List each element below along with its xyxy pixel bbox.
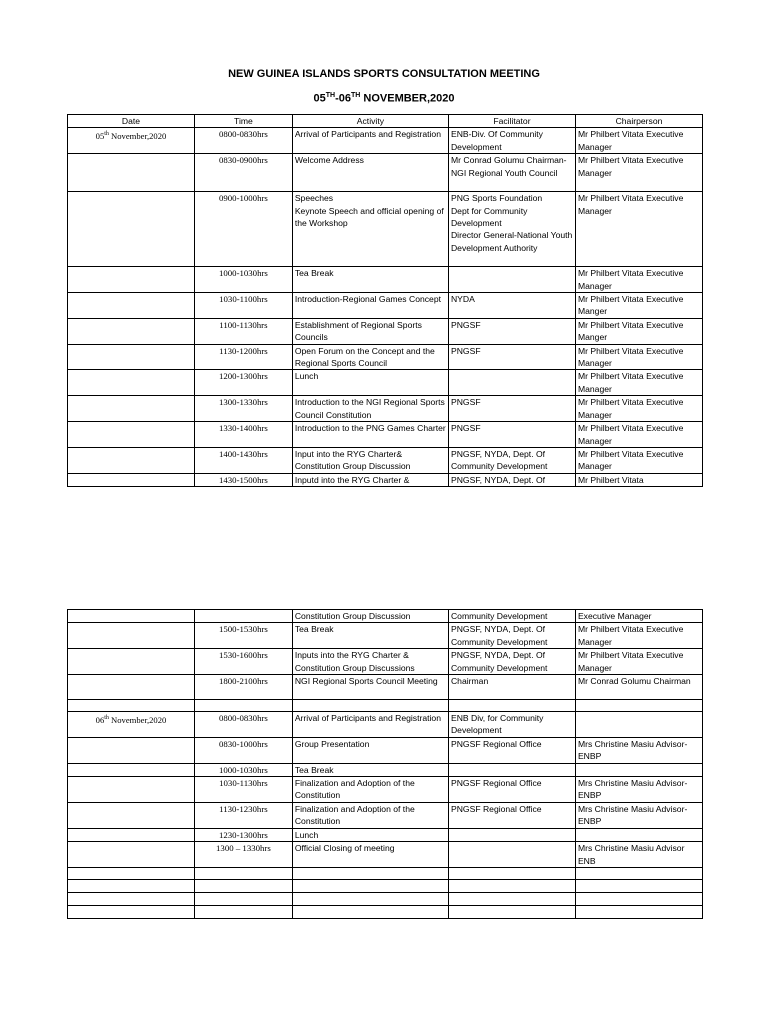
facilitator-cell: PNGSF Regional Office: [448, 737, 575, 763]
chairperson-cell: Mrs Christine Masiu Advisor-ENBP: [575, 777, 702, 803]
time-cell: 1000-1030hrs: [194, 763, 292, 776]
facilitator-cell: PNGSF: [448, 396, 575, 422]
chairperson-cell: Mr Conrad Golumu Chairman: [575, 675, 702, 700]
date-day: 05: [95, 131, 105, 142]
time-cell: 0900-1000hrs: [194, 192, 292, 267]
table-row: [68, 802, 703, 828]
chairperson-cell: Mr Philbert Vitata Executive Manager: [575, 649, 702, 675]
date-cell: [68, 649, 195, 675]
time-cell: [194, 867, 292, 879]
time-cell: 1330-1400hrs: [194, 422, 292, 448]
facilitator-cell: [448, 879, 575, 892]
facilitator-cell: [448, 370, 575, 396]
facilitator-cell: ENB Div, for Community Development: [448, 712, 575, 738]
table-row: [68, 649, 703, 675]
table-row: [68, 396, 703, 422]
table-row: [68, 344, 703, 370]
table-row: [68, 154, 703, 192]
facilitator-cell: ENB-Div. Of Community Development: [448, 128, 575, 154]
activity-cell: Finalization and Adoption of the Constitution: [292, 777, 448, 803]
date-cell: [68, 396, 195, 422]
table-row: [68, 712, 703, 738]
table-row: [68, 473, 703, 486]
chairperson-cell: Executive Manager: [575, 610, 702, 623]
activity-cell: Inputd into the RYG Charter &: [292, 473, 448, 486]
time-cell: 1430-1500hrs: [194, 473, 292, 486]
facilitator-cell: [448, 892, 575, 905]
date-ordinal: th: [104, 131, 109, 138]
time-cell: 1230-1300hrs: [194, 828, 292, 841]
activity-cell: Tea Break: [292, 267, 448, 293]
table-row: [68, 700, 703, 712]
date-cell: [68, 267, 195, 293]
date-cell: [68, 892, 195, 905]
activity-cell: Introduction-Regional Games Concept: [292, 293, 448, 319]
chairperson-cell: Mr Philbert Vitata Executive Manager: [575, 267, 702, 293]
facilitator-cell: PNGSF, NYDA, Dept. Of Community Development: [448, 623, 575, 649]
facilitator-cell: PNGSF, NYDA, Dept. Of Community Development: [448, 447, 575, 473]
activity-cell: Inputs into the RYG Charter & Constitution Group Discussions: [292, 649, 448, 675]
chairperson-cell: Mr Philbert Vitata Executive Manager: [575, 447, 702, 473]
activity-cell: Input into the RYG Charter& Constitution Group Discussion: [292, 447, 448, 473]
date-heading-sup-1: TH: [325, 92, 336, 99]
chairperson-cell: Mr Philbert Vitata Executive Manager: [575, 128, 702, 154]
chairperson-cell: [575, 892, 702, 905]
chairperson-cell: Mr Philbert Vitata Executive Manager: [575, 192, 702, 267]
chairperson-cell: Mr Philbert Vitata Executive Manger: [575, 293, 702, 319]
facilitator-cell: PNGSF: [448, 318, 575, 344]
date-cell: [68, 867, 195, 879]
table-row: [68, 267, 703, 293]
facilitator-cell: [448, 267, 575, 293]
facilitator-cell: PNGSF Regional Office: [448, 777, 575, 803]
activity-cell: NGI Regional Sports Council Meeting: [292, 675, 448, 700]
chairperson-cell: [575, 712, 702, 738]
header-row: [68, 115, 703, 128]
time-cell: 1800-2100hrs: [194, 675, 292, 700]
date-cell: [68, 712, 195, 738]
activity-cell: Establishment of Regional Sports Councils: [292, 318, 448, 344]
chairperson-cell: [575, 700, 702, 712]
table-row: [68, 777, 703, 803]
header-activity: Activity: [292, 115, 448, 128]
facilitator-cell: PNGSF: [448, 422, 575, 448]
chairperson-cell: [575, 828, 702, 841]
date-cell: [68, 422, 195, 448]
table-row: [68, 867, 703, 879]
chairperson-cell: [575, 763, 702, 776]
date-rest: November,2020: [108, 131, 167, 142]
activity-cell: Welcome Address: [292, 154, 448, 192]
table-row: [68, 192, 703, 267]
date-cell: [68, 828, 195, 841]
facilitator-cell: [448, 763, 575, 776]
time-cell: 1200-1300hrs: [194, 370, 292, 396]
time-cell: 1500-1530hrs: [194, 623, 292, 649]
facilitator-cell: PNGSF, NYDA, Dept. Of: [448, 473, 575, 486]
time-cell: 1400-1430hrs: [194, 447, 292, 473]
chairperson-cell: Mrs Christine Masiu Advisor-ENBP: [575, 737, 702, 763]
chairperson-cell: [575, 879, 702, 892]
chairperson-cell: Mr Philbert Vitata Executive Manager: [575, 623, 702, 649]
chairperson-cell: Mr Philbert Vitata Executive Manager: [575, 370, 702, 396]
time-cell: [194, 892, 292, 905]
table-row: [68, 318, 703, 344]
date-cell: [68, 623, 195, 649]
date-cell: [68, 293, 195, 319]
chairperson-cell: Mrs Christine Masiu Advisor-ENBP: [575, 802, 702, 828]
header-date: Date: [68, 115, 195, 128]
time-cell: 0830-1000hrs: [194, 737, 292, 763]
table-row: [68, 370, 703, 396]
activity-cell: Tea Break: [292, 763, 448, 776]
date-cell: [68, 473, 195, 486]
time-cell: 1130-1230hrs: [194, 802, 292, 828]
time-cell: 0830-0900hrs: [194, 154, 292, 192]
date-cell: [68, 344, 195, 370]
facilitator-cell: NYDA: [448, 293, 575, 319]
time-cell: 1130-1200hrs: [194, 344, 292, 370]
time-cell: 0800-0830hrs: [194, 128, 292, 154]
activity-cell: Arrival of Participants and Registration: [292, 712, 448, 738]
time-cell: 0800-0830hrs: [194, 712, 292, 738]
facilitator-cell: PNG Sports Foundation Dept for Community Development Director General-National Youth Development Authority: [448, 192, 575, 267]
header-chairperson: Chairperson: [575, 115, 702, 128]
date-cell: [68, 318, 195, 344]
table-row: [68, 128, 703, 154]
schedule-table-part-2: [67, 609, 703, 919]
activity-cell: [292, 867, 448, 879]
table-body-2: [68, 610, 703, 919]
date-cell: [68, 879, 195, 892]
table-row: [68, 623, 703, 649]
date-cell: [68, 370, 195, 396]
date-cell: [68, 737, 195, 763]
date-heading-sup-2: TH: [351, 92, 361, 99]
facilitator-cell: [448, 700, 575, 712]
time-cell: 1530-1600hrs: [194, 649, 292, 675]
time-cell: [194, 905, 292, 918]
schedule-table-part-1: [67, 114, 703, 487]
table-row: [68, 610, 703, 623]
document-title: NEW GUINEA ISLANDS SPORTS CONSULTATION MEETING: [228, 68, 540, 80]
date-ordinal: th: [104, 715, 109, 722]
table-row: [68, 828, 703, 841]
activity-cell: Lunch: [292, 370, 448, 396]
time-cell: 1030-1130hrs: [194, 777, 292, 803]
date-heading-sep: -06: [335, 92, 351, 105]
activity-cell: Open Forum on the Concept and the Regional Sports Council: [292, 344, 448, 370]
date-heading-rest: NOVEMBER,2020: [360, 92, 455, 105]
table-row: [68, 737, 703, 763]
activity-cell: [292, 879, 448, 892]
date-cell: [68, 905, 195, 918]
chairperson-cell: Mr Philbert Vitata Executive Manger: [575, 318, 702, 344]
activity-cell: Tea Break: [292, 623, 448, 649]
facilitator-cell: PNGSF: [448, 344, 575, 370]
chairperson-cell: [575, 867, 702, 879]
table-row: [68, 879, 703, 892]
date-cell: [68, 128, 195, 154]
facilitator-cell: [448, 842, 575, 868]
time-cell: [194, 879, 292, 892]
time-cell: 1000-1030hrs: [194, 267, 292, 293]
facilitator-cell: Chairman: [448, 675, 575, 700]
chairperson-cell: Mr Philbert Vitata Executive Manager: [575, 154, 702, 192]
activity-cell: Official Closing of meeting: [292, 842, 448, 868]
activity-cell: Speeches Keynote Speech and official opening of the Workshop: [292, 192, 448, 267]
date-cell: [68, 154, 195, 192]
table-row: [68, 293, 703, 319]
table-row: [68, 447, 703, 473]
time-cell: 1030-1100hrs: [194, 293, 292, 319]
facilitator-cell: [448, 867, 575, 879]
activity-cell: Group Presentation: [292, 737, 448, 763]
chairperson-cell: [575, 905, 702, 918]
date-cell: [68, 447, 195, 473]
activity-cell: Lunch: [292, 828, 448, 841]
activity-cell: Introduction to the NGI Regional Sports Council Constitution: [292, 396, 448, 422]
header-facilitator: Facilitator: [448, 115, 575, 128]
date-heading: [0, 92, 768, 105]
date-cell: [68, 610, 195, 623]
table-row: [68, 763, 703, 776]
time-cell: 1300 – 1330hrs: [194, 842, 292, 868]
chairperson-cell: Mrs Christine Masiu Advisor ENB: [575, 842, 702, 868]
table-row: [68, 422, 703, 448]
time-cell: [194, 610, 292, 623]
activity-cell: Arrival of Participants and Registration: [292, 128, 448, 154]
facilitator-cell: [448, 828, 575, 841]
activity-cell: [292, 700, 448, 712]
table-row: [68, 842, 703, 868]
time-cell: [194, 700, 292, 712]
activity-cell: [292, 905, 448, 918]
chairperson-cell: Mr Philbert Vitata Executive Manager: [575, 396, 702, 422]
header-time: Time: [194, 115, 292, 128]
facilitator-cell: Mr Conrad Golumu Chairman-NGI Regional Youth Council: [448, 154, 575, 192]
date-rest: November,2020: [108, 714, 167, 725]
date-cell: [68, 802, 195, 828]
table-row: [68, 675, 703, 700]
date-cell: [68, 675, 195, 700]
activity-cell: Finalization and Adoption of the Constitution: [292, 802, 448, 828]
date-cell: [68, 763, 195, 776]
activity-cell: Constitution Group Discussion: [292, 610, 448, 623]
facilitator-cell: [448, 905, 575, 918]
table-body-1: [68, 128, 703, 487]
date-cell: [68, 192, 195, 267]
facilitator-cell: PNGSF, NYDA, Dept. Of Community Development: [448, 649, 575, 675]
date-heading-start: 05: [313, 92, 326, 105]
table-row: [68, 905, 703, 918]
facilitator-cell: Community Development: [448, 610, 575, 623]
chairperson-cell: Mr Philbert Vitata Executive Manager: [575, 422, 702, 448]
activity-cell: Introduction to the PNG Games Charter: [292, 422, 448, 448]
chairperson-cell: Mr Philbert Vitata Executive Manager: [575, 344, 702, 370]
chairperson-cell: Mr Philbert Vitata: [575, 473, 702, 486]
facilitator-cell: PNGSF Regional Office: [448, 802, 575, 828]
date-day: 06: [95, 714, 105, 725]
time-cell: 1100-1130hrs: [194, 318, 292, 344]
activity-cell: [292, 892, 448, 905]
table-row: [68, 892, 703, 905]
date-cell: [68, 700, 195, 712]
date-cell: [68, 842, 195, 868]
time-cell: 1300-1330hrs: [194, 396, 292, 422]
date-cell: [68, 777, 195, 803]
